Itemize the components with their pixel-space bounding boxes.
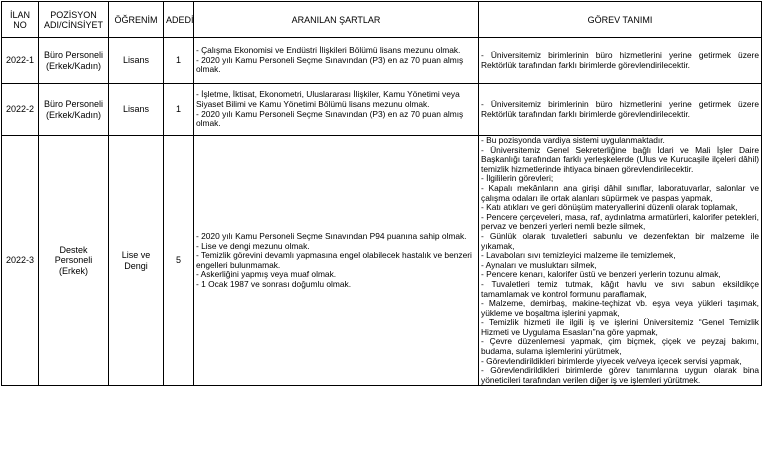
gorev-item: - İlgililerin görevleri; bbox=[481, 173, 554, 184]
adedi-cell: 1 bbox=[164, 38, 194, 84]
pozisyon-cell: Büro Personeli (Erkek/Kadın) bbox=[39, 84, 109, 136]
sart-item: - 1 Ocak 1987 ve sonrası doğumlu olmak. bbox=[196, 278, 352, 289]
gorev-cell bbox=[479, 84, 762, 136]
header-sartlar: ARANILAN ŞARTLAR bbox=[194, 2, 479, 38]
pozisyon-cell: Destek Personeli (Erkek) bbox=[39, 136, 109, 386]
sart-item: - İşletme, İktisat, Ekonometri, Uluslararası İlişkiler, Kamu Yönetimi veya Siyaset Bilimi ve Kamu Yönetimi Bölümü lisans mezunu olmak. bbox=[196, 89, 460, 109]
sart-item: - Çalışma Ekonomisi ve Endüstri İlişkileri Bölümü lisans mezunu olmak. bbox=[196, 45, 461, 56]
gorev-item: - Üniversitemiz birimlerinin büro hizmetlerini yerine getirmek üzere Rektörlük tarafından farklı birimlerde görevlendirilecektir. bbox=[481, 98, 759, 119]
gorev-item: - Pencere kenarı, kalorifer üstü ve benzeri yerlerin tozunu almak, bbox=[481, 269, 721, 280]
header-ogrenim: ÖĞRENİM bbox=[109, 2, 164, 38]
gorev-cell bbox=[479, 136, 762, 386]
gorev-item: - Günlük olarak tuvaletleri sabunlu ve dezenfektan bir malzeme ile yıkamak, bbox=[481, 230, 759, 251]
table-row bbox=[2, 84, 762, 136]
sart-item: - Temizlik görevini devamlı yapmasına engel olabilecek hastalık ve benzeri engelleri bulunmamak. bbox=[196, 250, 472, 270]
sart-item: - 2020 yılı Kamu Personeli Seçme Sınavından P94 puanına sahip olmak. bbox=[196, 230, 467, 241]
gorev-item: - Üniversitemiz Genel Sekreterliğine bağlı İdari ve Mali İşler Daire Başkanlığı tarafından farklı yerleşkelerde (Ulus ve Kurucaşile ilçeleri dâhil) temizlik hizmetlerinde ihtiyaca binaen görevlendirilecektir. bbox=[481, 144, 759, 174]
gorev-item: - Görevlendirildikleri birimlerde yiyecek ve/veya içecek servisi yapmak, bbox=[481, 355, 742, 366]
gorev-item: - Bu pozisyonda vardiya sistemi uygulanmaktadır. bbox=[481, 135, 665, 145]
gorev-item: - Kapalı mekânların ana girişi dâhil sınıflar, laboratuvarlar, salonlar ve çalışma odaları ile ortak alanları süpürmek ve paspas yapmak, bbox=[481, 182, 759, 203]
adedi-cell: 1 bbox=[164, 84, 194, 136]
gorev-item: - Pencere çerçeveleri, masa, raf, aydınlatma armatürleri, kalorifer petekleri, pervaz ve benzeri yerleri nemli bezle silmek, bbox=[481, 211, 759, 232]
pozisyon-cell: Büro Personeli (Erkek/Kadın) bbox=[39, 38, 109, 84]
sartlar-cell bbox=[194, 84, 479, 136]
gorev-item: - Katı atıkları ve geri dönüşüm materyallerini düzenli olarak toplamak, bbox=[481, 202, 738, 213]
job-listing-table bbox=[1, 1, 762, 386]
gorev-item: - Tuvaletleri temiz tutmak, kâğıt havlu ve sıvı sabun eksildikçe tamamlamak ve kontrol formunu paraflamak, bbox=[481, 278, 759, 299]
sartlar-cell bbox=[194, 38, 479, 84]
sart-item: - 2020 yılı Kamu Personeli Seçme Sınavından (P3) en az 70 puan almış olmak. bbox=[196, 108, 464, 129]
gorev-item: - Lavaboları sıvı temizleyici malzeme ile temizlemek, bbox=[481, 250, 676, 261]
table-row bbox=[2, 136, 762, 386]
ilan-no-cell: 2022-1 bbox=[2, 38, 39, 84]
ogrenim-cell: Lise ve Dengi bbox=[109, 136, 164, 386]
header-pozisyon: POZİSYON ADI/CİNSİYET bbox=[39, 2, 109, 38]
ogrenim-cell: Lisans bbox=[109, 84, 164, 136]
header-row bbox=[2, 2, 762, 38]
gorev-item: - Malzeme, demirbaş, makine-teçhizat vb. eşya veya yükleri taşımak, yükleme ve boşaltma işlerini yapmak, bbox=[481, 298, 759, 318]
ilan-no-cell: 2022-2 bbox=[2, 84, 39, 136]
header-ilan-no: İLAN NO bbox=[2, 2, 39, 38]
table-row bbox=[2, 38, 762, 84]
gorev-item: - Temizlik hizmeti ile ilgili iş ve işlerini Üniversitemiz “Genel Temizlik Hizmeti ve Uygulama Esasları”na göre yapmak, bbox=[481, 317, 759, 337]
sart-item: - Lise ve dengi mezunu olmak. bbox=[196, 240, 310, 251]
header-gorev: GÖREV TANIMI bbox=[479, 2, 762, 38]
gorev-item: - Üniversitemiz birimlerinin büro hizmetlerini yerine getirmek üzere Rektörlük tarafından farklı birimlerde görevlendirilecektir. bbox=[481, 49, 759, 70]
adedi-cell: 5 bbox=[164, 136, 194, 386]
gorev-item: - Çevre düzenlemesi yapmak, çim biçmek, çiçek ve peyzaj bakımı, budama, sulama işlemlerini yürütmek, bbox=[481, 336, 759, 357]
ilan-no-cell: 2022-3 bbox=[2, 136, 39, 386]
gorev-item: - Aynaları ve musluktarı silmek, bbox=[481, 259, 597, 270]
gorev-cell bbox=[479, 38, 762, 84]
ogrenim-cell: Lisans bbox=[109, 38, 164, 84]
sartlar-cell bbox=[194, 136, 479, 386]
header-adedi: ADEDİ bbox=[164, 2, 194, 38]
gorev-item: - Görevlendirildikleri birimlerde görev tanımlarına uygun olarak bina yöneticileri tarafından verilen diğer iş ve işlemleri yürütmek. bbox=[481, 365, 759, 385]
sart-item: - 2020 yılı Kamu Personeli Seçme Sınavından (P3) en az 70 puan almış olmak. bbox=[196, 54, 464, 75]
sart-item: - Askerliğini yapmış veya muaf olmak. bbox=[196, 269, 337, 280]
